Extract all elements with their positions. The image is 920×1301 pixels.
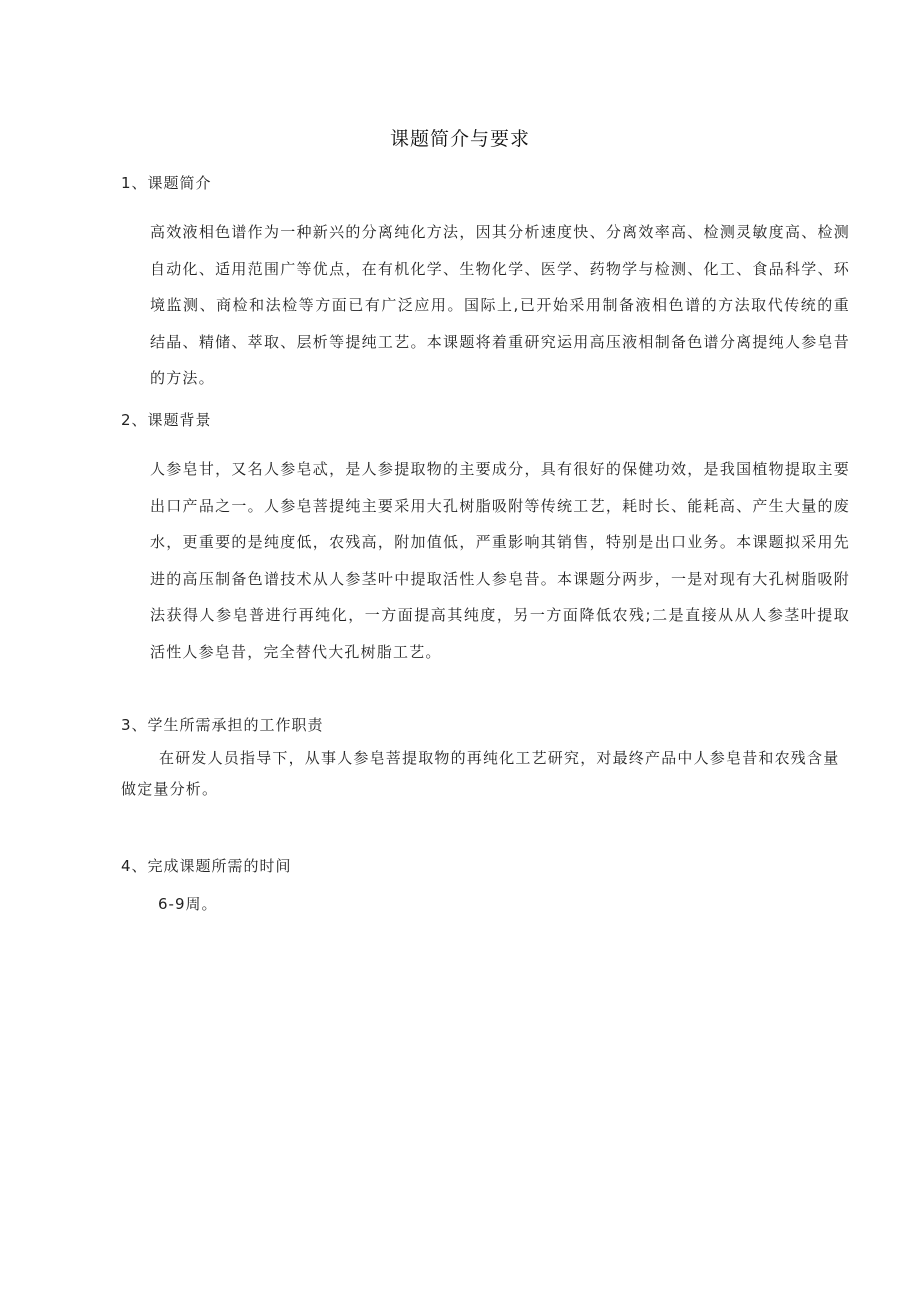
section-body-intro: 高效液相色谱作为一种新兴的分离纯化方法，因其分析速度快、分离效率高、检测灵敏度高、检测自动化、适用范围广等优点，在有机化学、生物化学、医学、药物学与检测、化工、食品科学、环境监测、商检和法检等方面已有广泛应用。国际上,已开始采用制备液相色谱的方法取代传统的重结晶、精储、萃取、层析等提纯工艺。本课题将着重研究运用高压液相制备色谱分离提纯人参皂昔的方法。 — [150, 223, 850, 387]
section-heading-background: 2、课题背景 — [121, 411, 212, 429]
section-heading-intro: 1、课题简介 — [121, 174, 212, 192]
page-title: 课题简介与要求 — [389, 128, 530, 150]
section-heading-time: 4、完成课题所需的时间 — [121, 857, 292, 875]
section-body-background: 人参皂甘，又名人参皂忒，是人参提取物的主要成分，具有很好的保健功效，是我国植物提取主要出口产品之一。人参皂菩提纯主要采用大孔树脂吸附等传统工艺，耗时长、能耗高、产生大量的废水，更重要的是纯度低，农残高，附加值低，严重影响其销售，特别是出口业务。本课题拟采用先进的高压制备色谱技术从人参茎叶中提取活性人参皂昔。本课题分两步，一是对现有大孔树脂吸附法获得人参皂普进行再纯化，一方面提高其纯度，另一方面降低农残;二是直接从从人参茎叶提取活性人参皂昔，完全替代大孔树脂工艺。 — [150, 460, 850, 661]
section-heading-duties: 3、学生所需承担的工作职责 — [121, 716, 324, 734]
section-body-time: 6-9周。 — [158, 895, 218, 913]
section-body-duties: 在研发人员指导下，从事人参皂菩提取物的再纯化工艺研究，对最终产品中人参皂昔和农残含量做定量分析。 — [121, 749, 840, 798]
